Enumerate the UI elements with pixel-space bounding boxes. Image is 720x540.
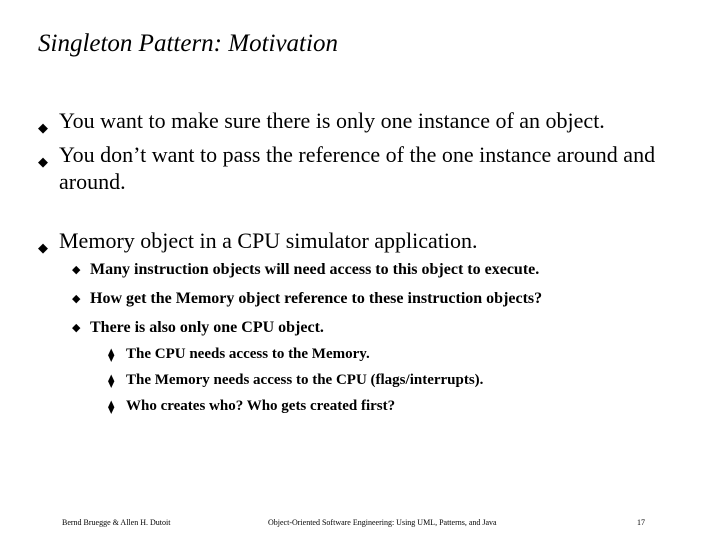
bullet-text: You don’t want to pass the reference of the one instance around and around.	[59, 142, 656, 194]
sub-sub-bullet-text: The CPU needs access to the Memory.	[126, 346, 370, 362]
sub-bullet-text: How get the Memory object reference to these instruction objects?	[90, 290, 543, 307]
bullet-item	[38, 227, 698, 254]
small-diamond-bullet-icon: ◆	[72, 293, 81, 305]
sub-bullet-item	[72, 290, 542, 308]
bullet-text: Memory object in a CPU simulator application.	[59, 228, 478, 253]
sub-sub-bullet-item	[108, 346, 370, 363]
sub-bullet-text: Many instruction objects will need access to this object to execute.	[90, 261, 540, 278]
sub-sub-bullet-item	[108, 398, 395, 415]
lozenge-bullet-icon: ⧫	[108, 347, 115, 362]
sub-sub-bullet-item	[108, 372, 483, 389]
bullet-item	[38, 107, 698, 134]
footer-authors: Bernd Bruegge & Allen H. Dutoit	[62, 518, 171, 527]
slide-title: Singleton Pattern: Motivation	[38, 30, 338, 57]
bullet-text: You want to make sure there is only one instance of an object.	[59, 108, 605, 133]
diamond-bullet-icon: ◆	[38, 120, 48, 135]
lozenge-bullet-icon: ⧫	[108, 399, 115, 414]
diamond-bullet-icon: ◆	[38, 154, 48, 169]
small-diamond-bullet-icon: ◆	[72, 322, 81, 334]
sub-sub-bullet-text: The Memory needs access to the CPU (flags/interrupts).	[126, 372, 484, 388]
footer-book-title: Object-Oriented Software Engineering: Using UML, Patterns, and Java	[268, 518, 497, 527]
sub-bullet-item	[72, 261, 539, 279]
sub-sub-bullet-text: Who creates who? Who gets created first?	[126, 398, 396, 414]
footer-page-number: 17	[637, 518, 645, 527]
small-diamond-bullet-icon: ◆	[72, 264, 81, 276]
sub-bullet-item	[72, 319, 324, 337]
lozenge-bullet-icon: ⧫	[108, 373, 115, 388]
bullet-item	[38, 141, 698, 195]
sub-bullet-text: There is also only one CPU object.	[90, 319, 324, 336]
diamond-bullet-icon: ◆	[38, 240, 48, 255]
